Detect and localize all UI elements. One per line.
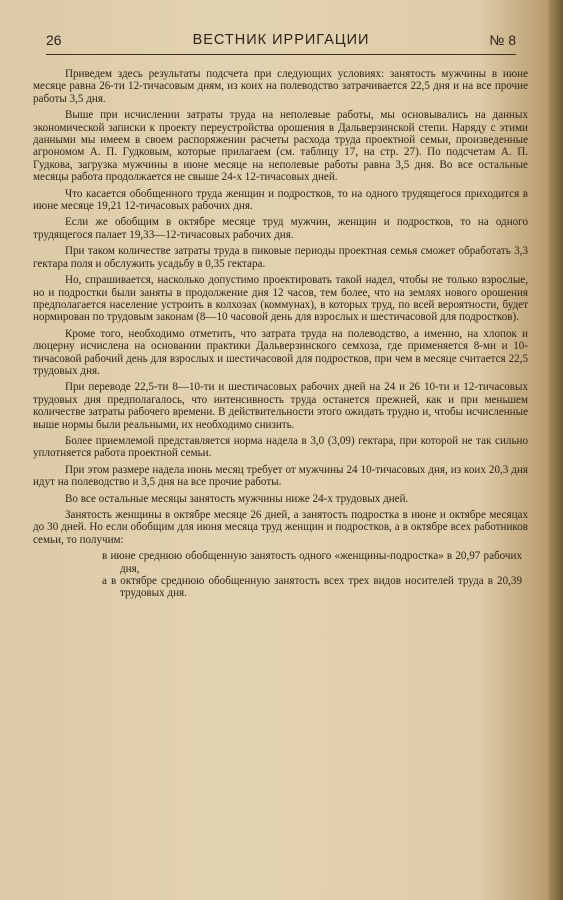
- paragraph: Более приемлемой представляется норма надела в 3,0 (3,09) гектара, при которой не так сильно уплотняется работа проектной семьи.: [33, 434, 528, 460]
- paragraph: Кроме того, необходимо отметить, что затрата труда на полеводство, а именно, на хлопок и люцерну исчислена на основании практики Дальверзинского семхоза, где применяется 8-ми и 10-тичасовой рабочий день для взрослых и шестичасовой для подростков, при чем в месяце считается 22,5 трудовых дня.: [33, 327, 528, 377]
- article-body: [33, 68, 528, 600]
- journal-title: ВЕСТНИК ИРРИГАЦИИ: [192, 32, 370, 48]
- paragraph: При таком количестве затраты труда в пиковые периоды проектная семья сможет обработать 3,3 гектара поля и обслужить усадьбу в 0,35 гектара.: [33, 245, 528, 270]
- paragraph: Во все остальные месяцы занятость мужчины ниже 24-х трудовых дней.: [65, 492, 409, 505]
- paragraph: Если же обобщим в октябре месяце труд мужчин, женщин и подростков, то на одного трудящегося палает 19,33—12-тичасовых рабочих дня.: [33, 216, 528, 241]
- paragraph: Выше при исчислении затраты труда на неполевые работы, мы основывались на данных экономической записки к проекту переустройства орошения в Дальверзинской степи. Наряду с этими данными мы имеем в своем распоряжении расчеты расхода труда проектной семьи, произведенные агрономом А. П. Гудковым, которые прилагаем (см. таблицу 17, на стр. 27). По подсчетам А. П. Гудкова, загрузка мужчины в июне месяце на неполевые работы равна 3,5 дня. Во все остальные месяцы работа продолжается не свыше 24-х 12-тичасовых дней.: [33, 109, 528, 184]
- result-list-item: в июне среднюю обобщенную занятость одного «женщины-подростка» в 20,97 рабочих дня,: [102, 550, 522, 575]
- result-list-item: а в октябре среднюю обобщенную занятость всех трех видов носителей труда в 20,39 трудовых дня.: [102, 575, 522, 600]
- page-spine: [549, 0, 563, 900]
- paragraph: При этом размере надела июнь месяц требует от мужчины 24 10-тичасовых дня, из коих 20,3 дня идут на полеводство и 3,5 дня на все прочие работы.: [33, 463, 528, 489]
- paragraph: При переводе 22,5-ти 8—10-ти и шестичасовых рабочих дней на 24 и 26 10-ти и 12-тичасовых трудовых дня предполагалось, что интенсивность труда останется прежней, как и при меньшем количестве затраты рабочего времени. В действительности этого ожидать трудно и, чтобы исчисленные выше нормы были реальными, их необходимо снизить.: [33, 381, 528, 431]
- paragraph: Что касается обобщенного труда женщин и подростков, то на одного трудящегося приходится в июне месяце 19,21 12-тичасовых рабочих дня.: [33, 187, 528, 213]
- page-number: 26: [46, 32, 62, 48]
- issue-number: № 8: [489, 32, 516, 48]
- paragraph: Приведем здесь результаты подсчета при следующих условиях: занятость мужчины в июне месяце равна 26-ти 12-тичасовым дням, из коих на полеводство затрачивается 22,5 дня и на все прочие работы 3,5 дня.: [33, 68, 528, 105]
- paragraph: Но, спрашивается, насколько допустимо проектировать такой надел, чтобы не только взрослые, но и подростки были заняты в продолжение дня 12 часов, тем более, что на землях нового орошения предполагается население устроить в колхозах (коммунах), в которых труд, по всей вероятности, будет нормирован по трудовым законам (8—10 часовой день для взрослых и шестичасовой для подростков).: [33, 274, 528, 324]
- paragraph: Занятость женщины в октябре месяце 26 дней, а занятость подростка в июне и октябре месяцах до 30 дней. Но если обобщим для июня месяца труд женщин и подростков, а в октябре всех работников семьи, то получим:: [33, 509, 528, 546]
- page-header: [46, 32, 516, 55]
